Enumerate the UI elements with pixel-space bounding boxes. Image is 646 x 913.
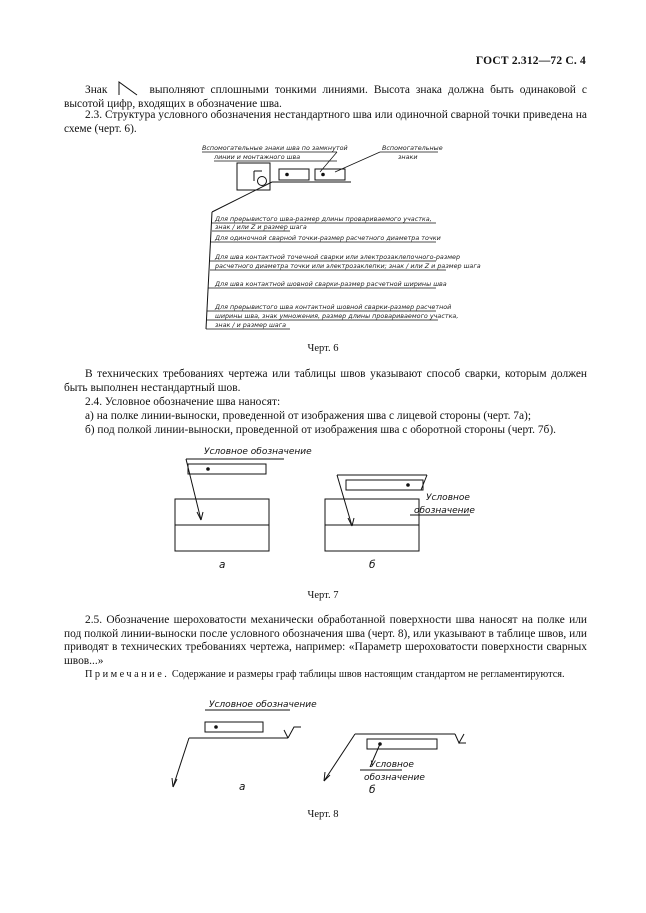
fig6-line-1: Для прерывистого шва-размер длины провариваемого участка, [215, 215, 432, 223]
fig7-label-a: Условное обозначение [204, 447, 312, 457]
fig6-line-2: знак / или Z и размер шага [215, 223, 307, 231]
fig8-sub-a: а [239, 781, 246, 793]
paragraph-2-4: 2.4. Условное обозначение шва наносят: [85, 396, 281, 408]
fig6-line-7: Для прерывистого шва контактной шовной сварки-размер расчетной [215, 303, 452, 311]
fig7-sub-b: б [369, 559, 376, 571]
fig6-label-right-2: знаки [398, 153, 418, 161]
fig6-caption: Черт. 6 [307, 343, 339, 354]
fig6-line-4: Для шва контактной точечной сварки или электрозаклепочного-размер [215, 253, 461, 261]
fig7-caption: Черт. 7 [307, 590, 339, 601]
fig6-label-left-2: линии и монтажного шва [214, 153, 301, 161]
fig6-label-left-1: Вспомогательные знаки шва по замкнутой [202, 144, 348, 152]
fig6-line-8: ширины шва, знак умножения, размер длины провариваемого участка, [215, 312, 459, 320]
fig7-label-b1: Условное [426, 493, 470, 503]
note-head: Примечание. [85, 669, 170, 680]
para1-start: Знак [85, 84, 108, 96]
list-item-b: б) под полкой линии-выноски, проведенной от изображения шва с оборотной стороны (черт. 7б). [85, 424, 556, 436]
paragraph-tech-req: В технических требованиях чертежа или таблицы швов указывают способ сварки, которым должен быть выполнен нестандартный шов. [64, 368, 587, 394]
paragraph-2-5: 2.5. Обозначение шероховатости механически обработанной поверхности шва наносят на полке или под полкой линии-выноски после условного обозначения шва (черт. 8), или указывают в таблице швов, или приводят в технических требованиях чертежа, например: «Параметр шероховатости поверхности сварных швов...» [64, 614, 587, 667]
note-body: Содержание и размеры граф таблицы швов настоящим стандартом не регламентируются. [171, 669, 565, 680]
page-header: ГОСТ 2.312—72 С. 4 [475, 55, 586, 67]
paragraph-2-3: 2.3. Структура условного обозначения нестандартного шва или одиночной сварной точки приведена на схеме (черт. 6). [64, 109, 587, 135]
fig8-label-b1: Условное [370, 760, 414, 770]
list-item-a: а) на полке линии-выноски, проведенной от изображения шва с лицевой стороны (черт. 7а); [85, 410, 531, 422]
fig6-label-right-1: Вспомогательные [382, 144, 443, 152]
fig8-sub-b: б [369, 784, 376, 796]
fig8-caption: Черт. 8 [307, 809, 339, 820]
fig7-label-b2: обозначение [414, 506, 475, 516]
fig8-label-a: Условное обозначение [209, 700, 317, 710]
fig6-line-3: Для одиночной сварной точки-размер расчетного диаметра точки [215, 234, 441, 242]
fig6-line-5: расчетного диаметра точки или электрозаклепки; знак / или Z и размер шага [215, 262, 481, 270]
fig6-line-6: Для шва контактной шовной сварки-размер расчетной ширины шва [215, 280, 447, 288]
fig7-sub-a: а [219, 559, 226, 571]
para1-rest: выполняют сплошными тонкими линиями. Высота знака должна быть одинаковой с высотой цифр, входящих в обозначение шва. [64, 84, 587, 110]
fig6-line-9: знак / и размер шага [215, 321, 287, 329]
fig8-label-b2: обозначение [364, 773, 425, 783]
